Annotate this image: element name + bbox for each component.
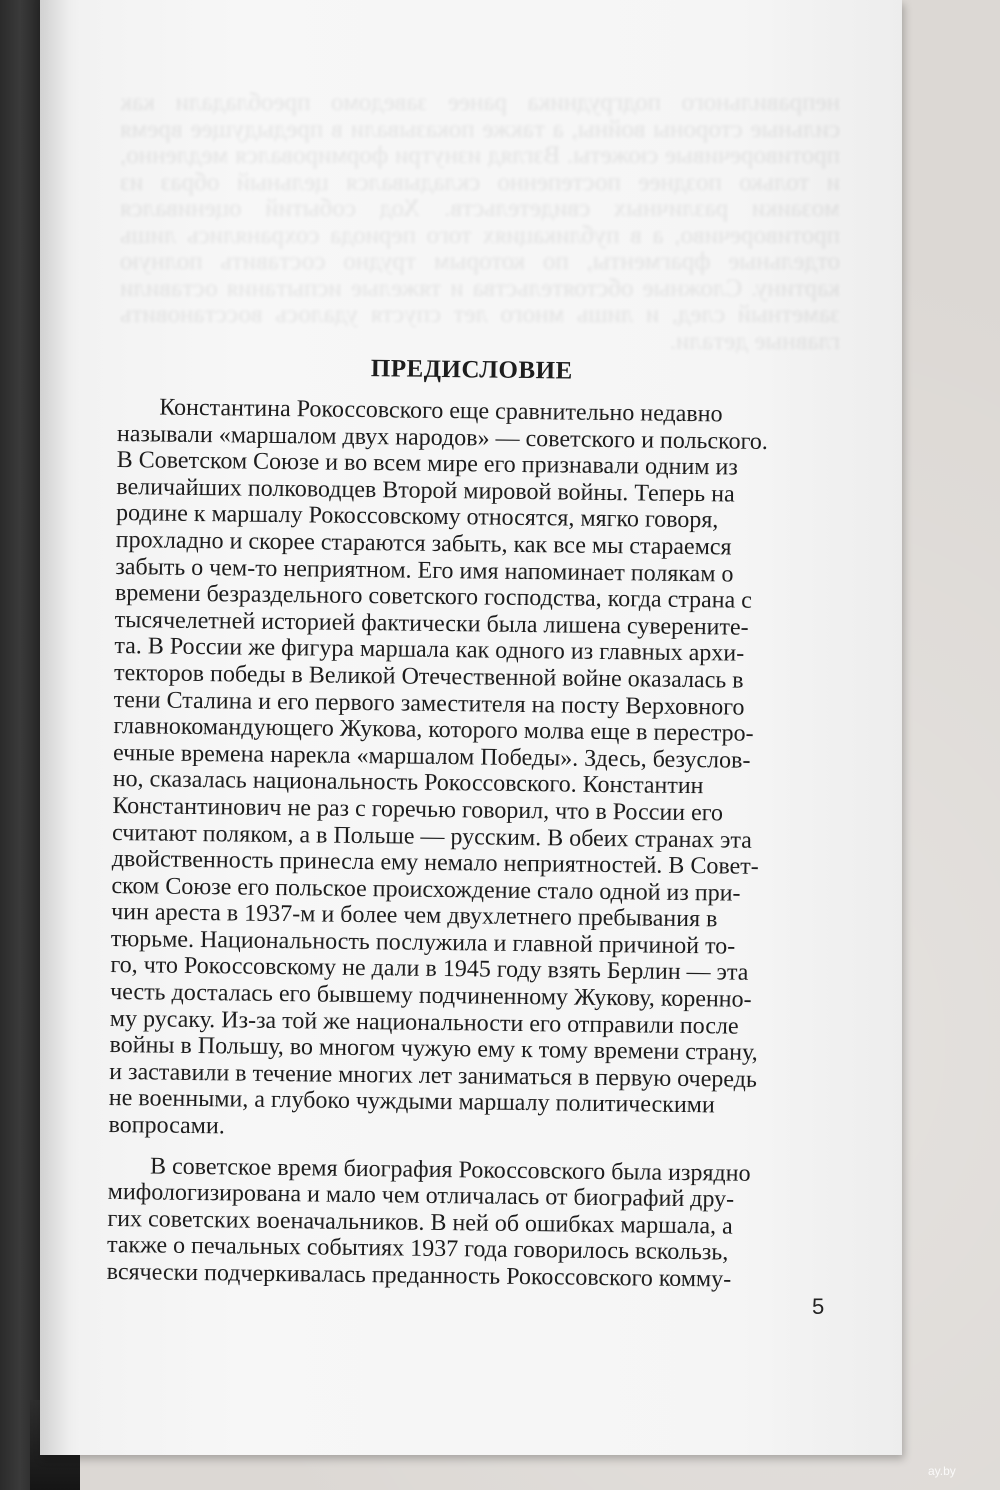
text-line: двойственность принесла ему немало неприятностей. В Совет- (111, 846, 759, 880)
text-line: не военными, а глубоко чуждыми маршалу политическими (108, 1085, 715, 1119)
text-line: называли «маршалом двух народов» — советского и польского. (116, 420, 768, 455)
paragraph-1 (108, 394, 825, 1147)
text-line: и заставили в течение многих лет заниматься в первую очередь (109, 1058, 758, 1093)
show-through-text: неправильного подгрудника ранее заведомо преобладали как сильные стороны войны, а также показывали в предыдущее время противоречивые сюжеты. Взгляд изнутри формировался медленно, и только позднее постепенно складывался цельный образ из мозаики различных свидетельств. Ход событий оценивался противоречиво, а в публикациях того периода сохранялись лишь отдельные фрагменты, по которым трудно составить полную картину. Сложные обстоятельства и тяжелые испытания оставили заметный след, и лишь много лет спустя удалось восстановить главные детали. (120, 90, 840, 355)
text-line: прохладно и скорее стараются забыть, как все мы стараемся (115, 526, 732, 561)
text-line: считают поляком, а в Польше — русским. В обеих странах эта (111, 819, 753, 854)
text-line: но, сказалась национальность Рокоссовского. Константин (112, 766, 704, 800)
text-line: величайших полководцев Второй мировой войны. Теперь на (116, 473, 735, 508)
text-line: забыть о чем-то неприятном. Его имя напоминает полякам о (115, 553, 734, 588)
text-line: тысячелетней историей фактически была лишена суверените- (114, 606, 749, 641)
text-line: ечные времена нарекла «маршалом Победы». Здесь, безуслов- (112, 739, 751, 774)
text-line: гих советских военачальников. В ней об ошибках маршала, а (107, 1205, 733, 1240)
text-line: главнокомандующего Жукова, которого молва еще в перестро- (113, 713, 754, 747)
text-block (107, 352, 826, 1294)
text-line: В Советском Союзе и во всем мире его признавали одним из (116, 447, 738, 481)
text-line: Константинович не раз с горечью говорил, что в России его (112, 792, 724, 827)
text-line: также о печальных событиях 1937 года говорилось вскользь, (106, 1232, 729, 1266)
text-line: текторов победы в Великой Отечественной войне оказалась в (113, 659, 744, 694)
text-line: тени Сталина и его первого заместителя на посту Верховного (113, 686, 745, 721)
text-line: му русаку. Из-за той же национальности его отправили после (109, 1005, 739, 1040)
text-line: Константина Рокоссовского еще сравнительно недавно (159, 394, 723, 428)
chapter-heading: ПРЕДИСЛОВИЕ (370, 355, 573, 385)
page-number: 5 (812, 1294, 825, 1319)
text-line: чин ареста в 1937-м и более чем двухлетнего пребывания в (110, 899, 718, 933)
text-line: го, что Рокоссовскому не дали в 1945 году взять Берлин — эта (110, 952, 749, 987)
text-line: тюрьме. Национальность послужила и главной причиной то- (110, 925, 736, 960)
text-line: вопросами. (108, 1111, 225, 1140)
text-line: честь досталась его бывшему подчиненному Жукову, коренно- (110, 979, 752, 1013)
text-line: времени безраздельного советского господства, когда страна с (114, 580, 753, 614)
text-line: всячески подчеркивалась преданность Рокоссовского комму- (106, 1258, 732, 1293)
paragraph-2 (107, 1153, 817, 1295)
text-line: ском Союзе его польское происхождение стало одной из при- (111, 872, 741, 907)
page-gutter-shadow (40, 0, 70, 1455)
text-line: родине к маршалу Рокоссовскому относятся, мягко говоря, (115, 500, 719, 534)
text-line: В советское время биография Рокоссовского была изрядно (149, 1153, 751, 1187)
text-line: та. В России же фигура маршала как одного из главных архи- (114, 633, 745, 668)
site-watermark: ay.by (928, 1464, 956, 1478)
text-line: мифологизирована и мало чем отличалась от биографий дру- (107, 1179, 735, 1213)
text-line: войны в Польшу, во многом чужую ему к тому времени страну, (109, 1032, 758, 1067)
